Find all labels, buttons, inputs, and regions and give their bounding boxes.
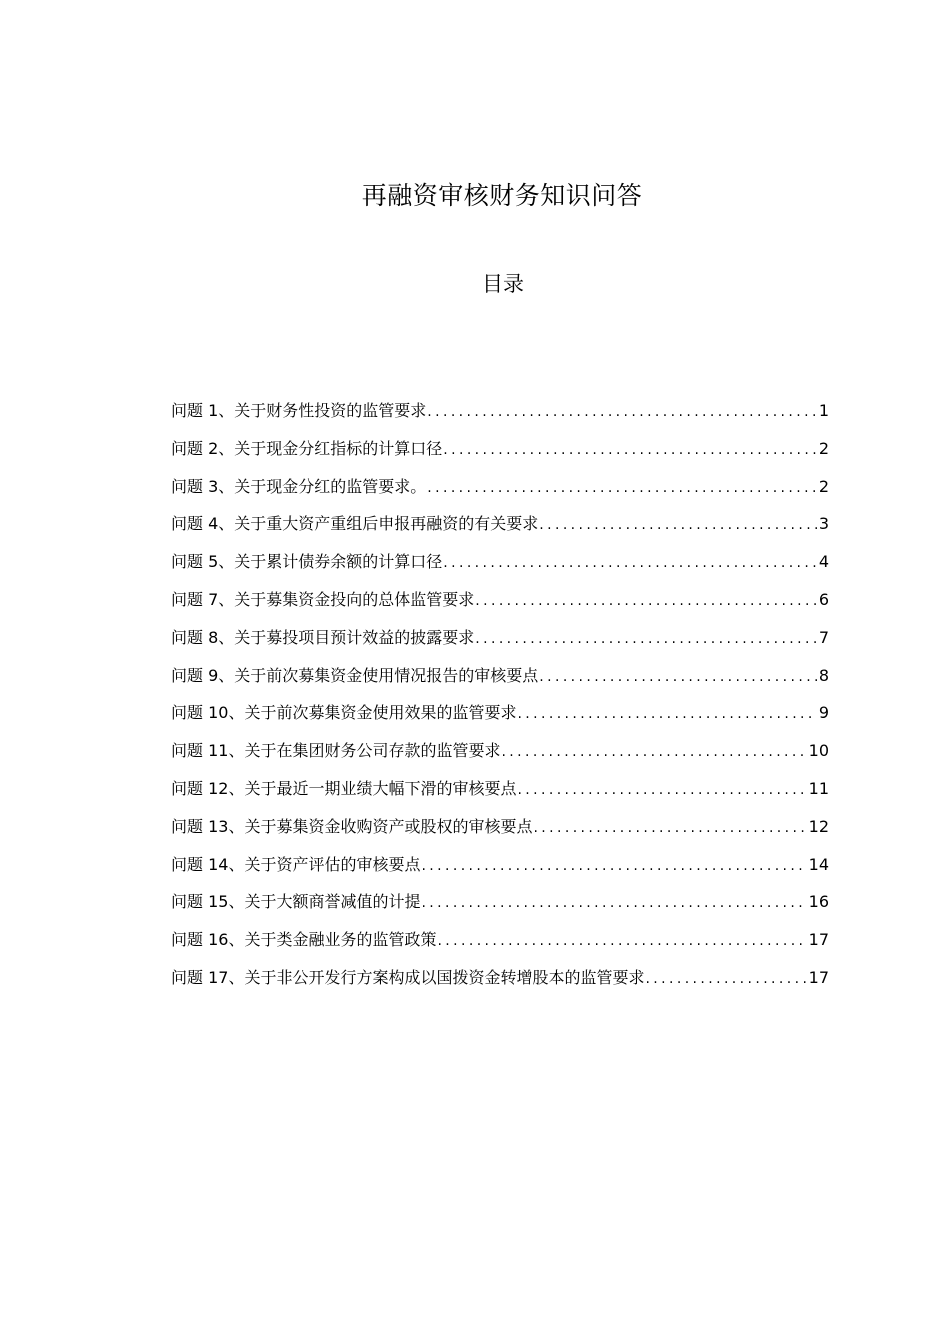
toc-entry[interactable] (171, 581, 829, 619)
toc-entry-page: 7 (818, 627, 829, 647)
toc-dot-leader (443, 545, 817, 583)
toc-entry-page: 11 (808, 778, 829, 798)
toc-dot-leader (517, 696, 816, 734)
toc-entry-label: 问题 15、关于大额商誉减值的计提 (171, 892, 421, 912)
toc-entry-label: 问题 1、关于财务性投资的监管要求 (171, 401, 427, 420)
toc-entry[interactable] (171, 619, 829, 657)
toc-entry-page: 14 (808, 854, 829, 874)
toc-entry[interactable] (171, 959, 829, 997)
toc-dot-leader (475, 583, 817, 621)
toc-entry-label: 问题 8、关于募投项目预计效益的披露要求 (171, 627, 475, 647)
toc-dot-leader (443, 432, 817, 470)
toc-entry-page: 17 (808, 967, 829, 987)
toc-entry[interactable] (171, 732, 829, 770)
toc-entry-label: 问题 4、关于重大资产重组后申报再融资的有关要求 (171, 514, 539, 534)
toc-entry-page: 2 (818, 438, 829, 458)
toc-entry-label: 问题 17、关于非公开发行方案构成以国拨资金转增股本的监管要求 (171, 967, 645, 987)
toc-entry[interactable] (171, 921, 829, 959)
toc-entry-label: 问题 5、关于累计债券余额的计算口径 (171, 552, 443, 572)
toc-dot-leader (533, 810, 806, 848)
toc-entry[interactable] (171, 392, 829, 430)
toc-entry-label: 问题 11、关于在集团财务公司存款的监管要求 (171, 741, 501, 761)
toc-entry-page: 9 (818, 703, 829, 723)
toc-entry[interactable] (171, 543, 829, 581)
toc-entry-label: 问题 13、关于募集资金收购资产或股权的审核要点 (171, 816, 533, 836)
toc-dot-leader (539, 507, 817, 545)
toc-dot-leader (645, 961, 806, 999)
toc-entry[interactable] (171, 808, 829, 846)
table-of-contents (171, 392, 829, 997)
toc-entry-page: 17 (808, 930, 829, 950)
toc-entry-label: 问题 14、关于资产评估的审核要点 (171, 854, 421, 874)
toc-dot-leader (475, 621, 817, 659)
toc-dot-leader (421, 885, 806, 923)
toc-entry[interactable] (171, 430, 829, 468)
toc-entry-label: 问题 12、关于最近一期业绩大幅下滑的审核要点 (171, 778, 517, 798)
toc-entry-label: 问题 10、关于前次募集资金使用效果的监管要求 (171, 703, 517, 723)
toc-entry[interactable] (171, 846, 829, 884)
toc-entry-page: 8 (818, 665, 829, 685)
toc-entry-label: 问题 3、关于现金分红的监管要求。 (171, 476, 427, 496)
toc-dot-leader (539, 659, 817, 697)
toc-dot-leader (427, 394, 817, 432)
toc-dot-leader (437, 923, 806, 961)
toc-entry-page: 3 (818, 514, 829, 534)
document-title: 再融资审核财务知识问答 (361, 181, 643, 210)
toc-dot-leader (427, 470, 817, 508)
toc-entry-page: 12 (808, 816, 829, 836)
toc-entry-label: 问题 2、关于现金分红指标的计算口径 (171, 438, 443, 458)
toc-entry-page: 6 (818, 589, 829, 609)
toc-entry-page: 16 (808, 892, 829, 912)
toc-entry[interactable] (171, 694, 829, 732)
toc-dot-leader (501, 734, 806, 772)
toc-dot-leader (421, 848, 806, 886)
toc-entry[interactable] (171, 505, 829, 543)
toc-entry-label: 问题 16、关于类金融业务的监管政策 (171, 930, 437, 950)
toc-entry[interactable] (171, 883, 829, 921)
toc-entry-page: 4 (818, 552, 829, 572)
toc-entry[interactable] (171, 657, 829, 695)
toc-entry-page: 1 (818, 401, 829, 420)
toc-dot-leader (517, 772, 806, 810)
toc-entry-page: 10 (808, 741, 829, 761)
toc-entry[interactable] (171, 468, 829, 506)
toc-entry-label: 问题 7、关于募集资金投向的总体监管要求 (171, 589, 475, 609)
toc-entry-label: 问题 9、关于前次募集资金使用情况报告的审核要点 (171, 665, 539, 685)
toc-heading: 目录 (482, 272, 524, 296)
toc-entry-page: 2 (818, 476, 829, 496)
toc-entry[interactable] (171, 770, 829, 808)
